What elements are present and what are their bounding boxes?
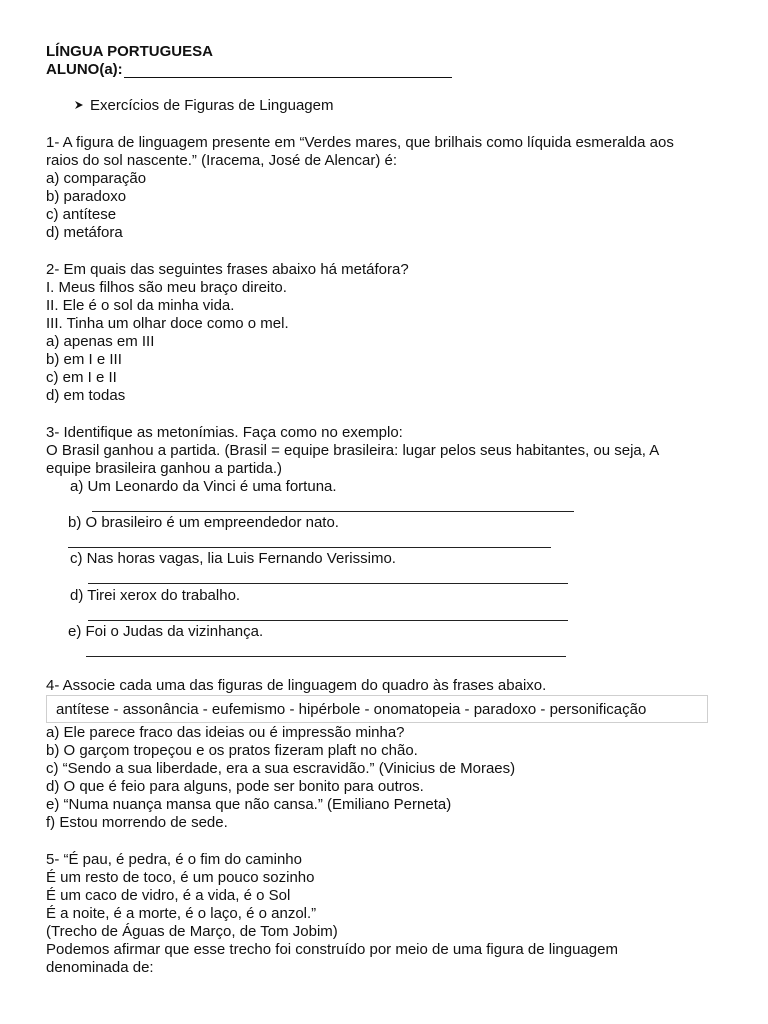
q3-prompt: 3- Identifique as metonímias. Faça como no exemplo: <box>46 424 403 441</box>
q3-item-d: d) Tirei xerox do trabalho. <box>70 587 241 604</box>
figures-list: antítese - assonância - eufemismo - hipérbole - onomatopeia - paradoxo - personificação <box>56 701 647 718</box>
q3-answer-line-c[interactable] <box>88 583 568 584</box>
student-label: ALUNO(a): <box>46 61 123 78</box>
q4-item-d: d) O que é feio para alguns, pode ser bonito para outros. <box>46 778 424 795</box>
q1-option-b: b) paradoxo <box>46 188 127 205</box>
q4-item-c: c) “Sendo a sua liberdade, era a sua escravidão.” (Vinicius de Moraes) <box>46 760 516 777</box>
q5-line-4: É a noite, é a morte, é o laço, é o anzol.” <box>46 905 317 922</box>
q5-line-1: 5- “É pau, é pedra, é o fim do caminho <box>46 851 302 868</box>
q3-answer-line-b[interactable] <box>68 547 551 548</box>
q5-citation: (Trecho de Águas de Março, de Tom Jobim) <box>46 923 338 940</box>
subject-title: LÍNGUA PORTUGUESA <box>46 43 213 60</box>
q4-item-b: b) O garçom tropeçou e os pratos fizeram plaft no chão. <box>46 742 418 759</box>
q5-question-line-2: denominada de: <box>46 959 154 976</box>
q3-item-b: b) O brasileiro é um empreendedor nato. <box>68 514 339 531</box>
q3-item-a: a) Um Leonardo da Vinci é uma fortuna. <box>70 478 337 495</box>
q1-option-a: a) comparação <box>46 170 147 187</box>
q2-prompt: 2- Em quais das seguintes frases abaixo há metáfora? <box>46 261 409 278</box>
q2-statement-3: III. Tinha um olhar doce como o mel. <box>46 315 289 332</box>
q1-option-d: d) metáfora <box>46 224 123 241</box>
q3-item-e: e) Foi o Judas da vizinhança. <box>68 623 264 640</box>
q3-example-line-2: equipe brasileira ganhou a partida.) <box>46 460 282 477</box>
q4-item-e: e) “Numa nuança mansa que não cansa.” (Emiliano Perneta) <box>46 796 452 813</box>
q4-item-f: f) Estou morrendo de sede. <box>46 814 228 831</box>
q3-example-line-1: O Brasil ganhou a partida. (Brasil = equipe brasileira: lugar pelos seus habitantes, ou seja, A <box>46 442 660 459</box>
q5-line-2: É um resto de toco, é um pouco sozinho <box>46 869 315 886</box>
q3-answer-line-e[interactable] <box>86 656 566 657</box>
q3-item-c: c) Nas horas vagas, lia Luis Fernando Verissimo. <box>70 550 396 567</box>
q2-option-b: b) em I e III <box>46 351 122 368</box>
section-heading <box>74 97 333 115</box>
arrow-bullet-icon <box>74 97 84 115</box>
q2-option-d: d) em todas <box>46 387 126 404</box>
q1-line-2: raios do sol nascente.” (Iracema, José de Alencar) é: <box>46 152 398 169</box>
q1-line-1: 1- A figura de linguagem presente em “Verdes mares, que brilhais como líquida esmeralda aos <box>46 134 674 151</box>
q5-question-line-1: Podemos afirmar que esse trecho foi construído por meio de uma figura de linguagem <box>46 941 618 958</box>
student-name-line[interactable] <box>124 77 452 78</box>
q2-statement-2: II. Ele é o sol da minha vida. <box>46 297 235 314</box>
q2-option-a: a) apenas em III <box>46 333 155 350</box>
q2-option-c: c) em I e II <box>46 369 117 386</box>
figures-box <box>46 695 708 723</box>
q4-item-a: a) Ele parece fraco das ideias ou é impressão minha? <box>46 724 405 741</box>
q5-line-3: É um caco de vidro, é a vida, é o Sol <box>46 887 291 904</box>
q3-answer-line-a[interactable] <box>92 511 574 512</box>
q4-prompt: 4- Associe cada uma das figuras de linguagem do quadro às frases abaixo. <box>46 677 547 694</box>
q1-option-c: c) antítese <box>46 206 117 223</box>
q2-statement-1: I. Meus filhos são meu braço direito. <box>46 279 287 296</box>
section-title: Exercícios de Figuras de Linguagem <box>90 97 334 114</box>
q3-answer-line-d[interactable] <box>88 620 568 621</box>
